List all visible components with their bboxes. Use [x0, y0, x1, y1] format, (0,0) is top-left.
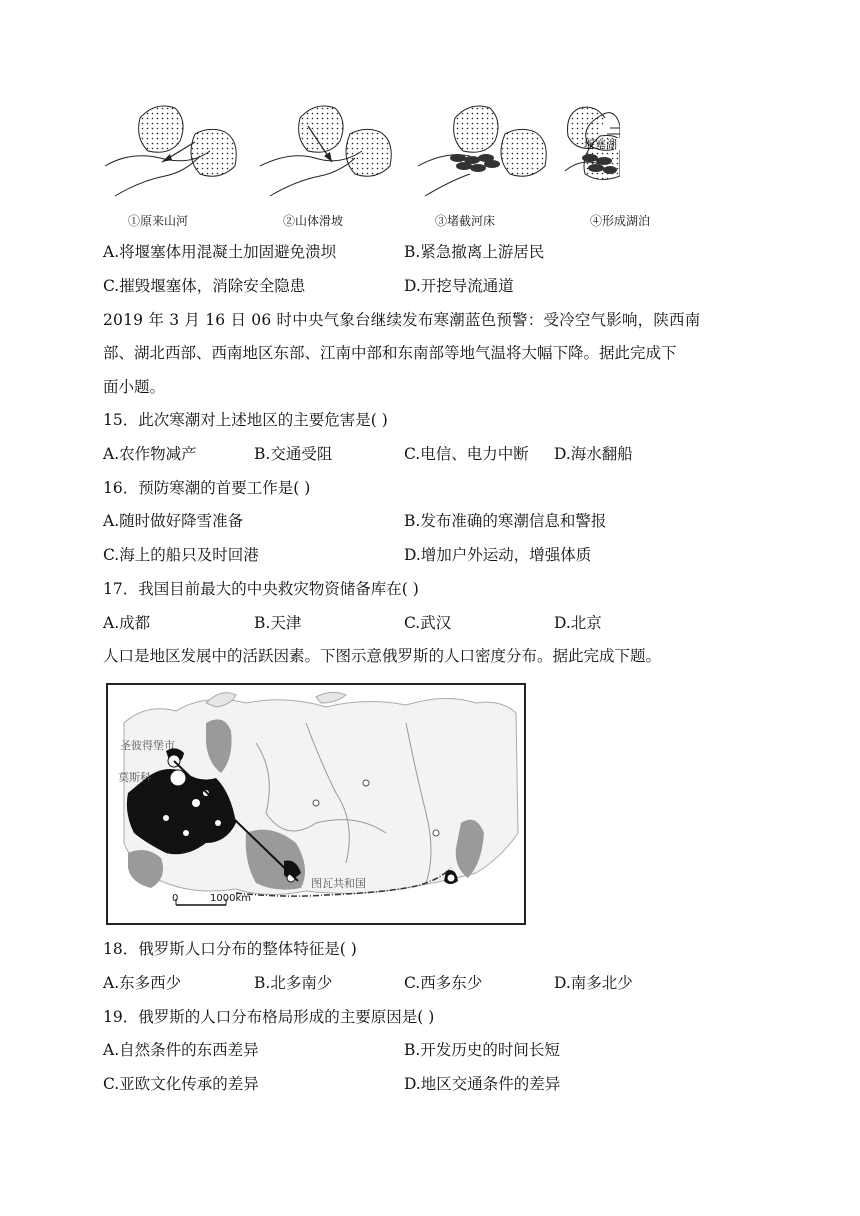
q15-stem: 15．此次寒潮对上述地区的主要危害是( ): [103, 411, 388, 429]
lake-label: 堰塞湖: [584, 138, 617, 151]
q14-option-a[interactable]: A.将堰塞体用混凝土加固避免溃坝: [103, 243, 337, 261]
scale-zero: 0: [172, 893, 179, 904]
q18-option-b[interactable]: B.北多南少: [254, 974, 333, 992]
q17-option-d[interactable]: D.北京: [554, 614, 602, 632]
q16-stem: 16．预防寒潮的首要工作是( ): [103, 479, 311, 497]
scale-label: 1000km: [210, 893, 251, 904]
q15-option-d[interactable]: D.海水翻船: [554, 445, 633, 463]
passage1-line-3: 面小题。: [103, 378, 166, 396]
passage1-line-2: 部、湖北西部、西南地区东部、江南中部和东南部等地气温将大幅下降。据此完成下: [103, 344, 677, 362]
caption-2: ②山体滑坡: [282, 214, 343, 228]
q15-option-c[interactable]: C.电信、电力中断: [404, 445, 529, 463]
label-tuva: 图瓦共和国: [311, 877, 366, 890]
q16-option-b[interactable]: B.发布准确的寒潮信息和警报: [404, 512, 607, 530]
q18-option-c[interactable]: C.西多东少: [404, 974, 483, 992]
q19-option-a[interactable]: A.自然条件的东西差异: [103, 1041, 259, 1059]
q17-option-b[interactable]: B.天津: [254, 614, 302, 632]
landslide-dam-figure: [100, 96, 620, 211]
q17-option-a[interactable]: A.成都: [103, 614, 151, 632]
label-saint-petersburg: 圣彼得堡市: [120, 739, 175, 752]
panel-lake-formed: [565, 107, 620, 179]
q15-option-a[interactable]: A.农作物减产: [103, 445, 197, 463]
caption-4: ④形成湖泊: [589, 214, 650, 228]
q17-stem: 17．我国目前最大的中央救灾物资储备库在( ): [103, 580, 419, 598]
q14-option-d[interactable]: D.开挖导流通道: [404, 277, 514, 295]
caption-1: ①原来山河: [127, 214, 188, 228]
panel-blocked-riverbed: [418, 106, 546, 196]
panel-original-river: [105, 106, 236, 196]
passage1-line-1: 2019 年 3 月 16 日 06 时中央气象台继续发布寒潮蓝色预警：受冷空气影响，陕西南: [103, 311, 701, 329]
russia-population-map: [106, 683, 526, 925]
q16-option-a[interactable]: A.随时做好降雪准备: [103, 512, 244, 530]
q16-option-c[interactable]: C.海上的船只及时回港: [103, 546, 259, 564]
q19-stem: 19．俄罗斯的人口分布格局形成的主要原因是( ): [103, 1008, 435, 1026]
q15-option-b[interactable]: B.交通受阻: [254, 445, 333, 463]
caption-3: ③堵截河床: [434, 214, 495, 228]
q17-option-c[interactable]: C.武汉: [404, 614, 452, 632]
q19-option-c[interactable]: C.亚欧文化传承的差异: [103, 1075, 259, 1093]
q18-option-a[interactable]: A.东多西少: [103, 974, 182, 992]
q14-option-c[interactable]: C.摧毁堰塞体，消除安全隐患: [103, 277, 306, 295]
q19-option-b[interactable]: B.开发历史的时间长短: [404, 1041, 560, 1059]
panel-landslide: [260, 106, 391, 196]
q14-option-b[interactable]: B.紧急撤离上游居民: [404, 243, 545, 261]
label-moscow: 莫斯科: [118, 771, 151, 784]
q18-stem: 18．俄罗斯人口分布的整体特征是( ): [103, 940, 357, 958]
q18-option-d[interactable]: D.南多北少: [554, 974, 633, 992]
q16-option-d[interactable]: D.增加户外运动，增强体质: [404, 546, 592, 564]
passage2-line: 人口是地区发展中的活跃因素。下图示意俄罗斯的人口密度分布。据此完成下题。: [103, 647, 662, 665]
q19-option-d[interactable]: D.地区交通条件的差异: [404, 1075, 561, 1093]
